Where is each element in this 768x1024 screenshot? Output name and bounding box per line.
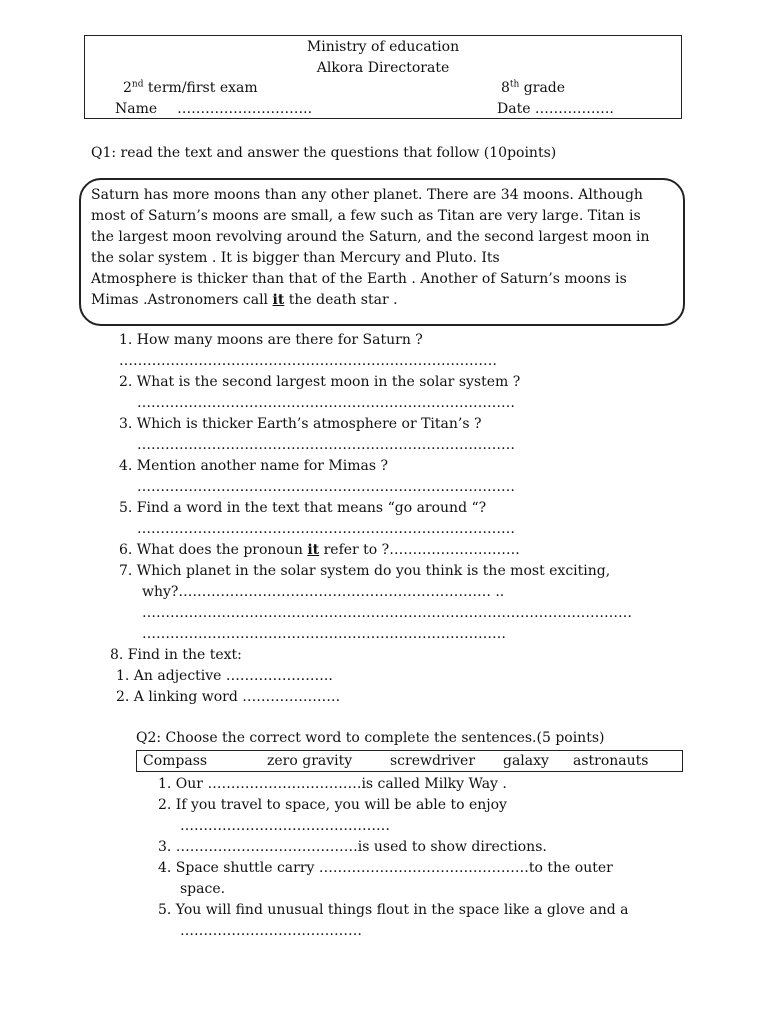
q2-instruction: Q2: Choose the correct word to complete the sentences.(5 points) xyxy=(136,730,605,746)
date-field[interactable]: Date …………….. xyxy=(497,101,614,117)
term-text: term/first exam xyxy=(143,80,258,96)
term-suffix: nd xyxy=(131,79,144,90)
q1-instruction: Q1: read the text and answer the questions that follow (10points) xyxy=(91,145,557,161)
answer-line-5[interactable]: ……………………………………………………………………… xyxy=(137,521,515,537)
question-7: 7. Which planet in the solar system do you think is the most exciting, xyxy=(119,563,611,579)
name-field[interactable] xyxy=(115,99,312,120)
find-adjective[interactable]: 1. An adjective ………………….. xyxy=(116,668,333,684)
name-blank[interactable]: ……………………….. xyxy=(177,101,313,117)
passage-line6-start: Mimas .Astronomers call xyxy=(91,292,273,308)
question-3: 3. Which is thicker Earth’s atmosphere or Titan’s ? xyxy=(119,416,482,432)
question-6-end[interactable]: refer to ?………………………. xyxy=(319,542,520,558)
answer-line-2[interactable]: ……………………………………………………………………… xyxy=(137,395,515,411)
grade-suffix: th xyxy=(509,79,520,90)
question-6-start: 6. What does the pronoun xyxy=(119,542,308,558)
grade-text: grade xyxy=(519,80,566,96)
word-zero-gravity: zero gravity xyxy=(267,753,353,769)
passage-line: most of Saturn’s moons are small, a few such as Titan are very large. Titan is xyxy=(91,208,641,224)
name-label: Name xyxy=(115,101,158,117)
passage-line xyxy=(91,290,673,311)
sentence-4[interactable]: 4. Space shuttle carry ………………………………………to the outer xyxy=(158,860,613,876)
passage-pronoun-it: it xyxy=(272,292,285,308)
answer-line-3[interactable]: ……………………………………………………………………… xyxy=(137,437,515,453)
sentence-5-blank[interactable]: ………………………………… xyxy=(180,923,362,939)
answer-line-4[interactable]: ……………………………………………………………………… xyxy=(137,479,515,495)
answer-line-7b[interactable]: …………………………………………………………………… xyxy=(142,626,506,642)
word-galaxy: galaxy xyxy=(503,753,549,769)
answer-line-1[interactable]: ……………………………………………………………………… xyxy=(119,353,497,369)
grade-number: 8 xyxy=(501,80,510,96)
find-linking-word[interactable]: 2. A linking word ………………… xyxy=(116,689,341,705)
word-screwdriver: screwdriver xyxy=(390,753,476,769)
reading-passage xyxy=(79,178,685,326)
sentence-5: 5. You will find unusual things flout in the space like a glove and a xyxy=(158,902,629,918)
question-6 xyxy=(119,540,520,561)
ministry-title: Ministry of education xyxy=(306,39,460,55)
passage-line: the largest moon revolving around the Saturn, and the second largest moon in xyxy=(91,229,650,245)
exam-header xyxy=(84,35,682,119)
directorate-title: Alkora Directorate xyxy=(316,60,450,76)
question-4: 4. Mention another name for Mimas ? xyxy=(119,458,389,474)
term-number: 2 xyxy=(123,80,132,96)
sentence-1[interactable]: 1. Our ……………………………is called Milky Way . xyxy=(158,776,507,792)
sentence-2-blank[interactable]: ……………………………………… xyxy=(180,818,390,834)
sentence-2: 2. If you travel to space, you will be able to enjoy xyxy=(158,797,507,813)
find-in-text-title: 8. Find in the text: xyxy=(110,647,242,663)
answer-line-7a[interactable]: …………………………………………………………………………………………… xyxy=(142,605,632,621)
word-bank xyxy=(136,750,683,772)
passage-line: the solar system . It is bigger than Mercury and Pluto. Its xyxy=(91,250,500,266)
grade-label xyxy=(501,78,565,99)
sentence-3[interactable]: 3. …………………………………is used to show directions. xyxy=(158,839,547,855)
sentence-4-continued: space. xyxy=(180,881,226,897)
question-1: 1. How many moons are there for Saturn ? xyxy=(119,332,423,348)
term-label xyxy=(123,78,258,99)
question-2: 2. What is the second largest moon in the solar system ? xyxy=(119,374,521,390)
question-6-pronoun-it: it xyxy=(307,542,320,558)
question-7-why[interactable]: why?…………………………………………………………. .. xyxy=(142,584,505,600)
passage-line6-end: the death star . xyxy=(284,292,398,308)
word-astronauts: astronauts xyxy=(573,753,649,769)
question-5: 5. Find a word in the text that means “go around “? xyxy=(119,500,487,516)
passage-line: Saturn has more moons than any other planet. There are 34 moons. Although xyxy=(91,187,643,203)
word-compass: Compass xyxy=(143,753,208,769)
passage-line: Atmosphere is thicker than that of the Earth . Another of Saturn’s moons is xyxy=(91,271,627,287)
